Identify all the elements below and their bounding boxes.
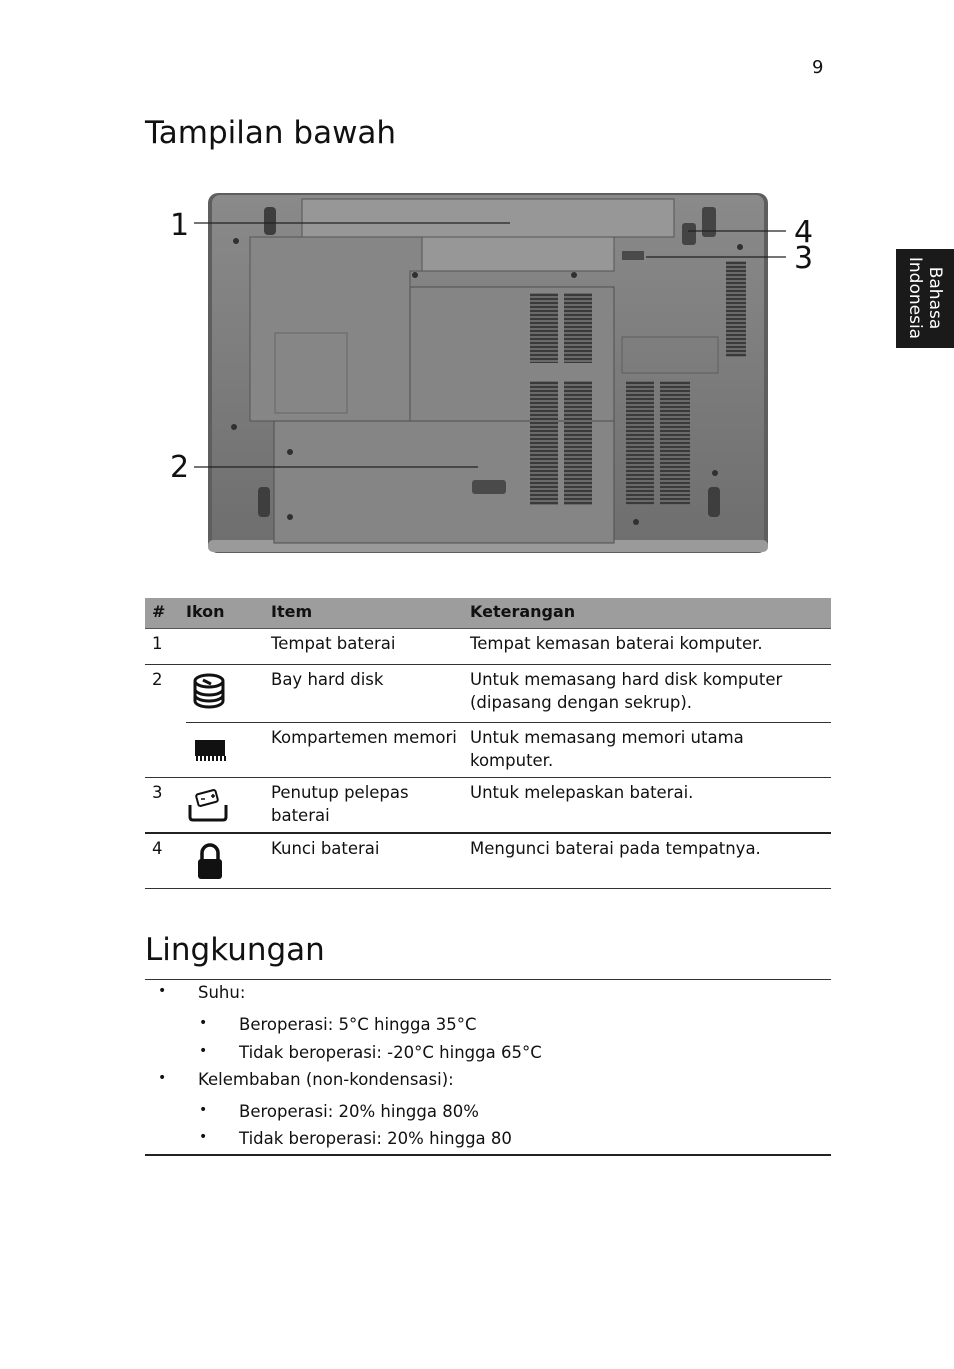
battery-release-icon bbox=[187, 789, 229, 823]
memory-icon bbox=[193, 736, 229, 766]
side-tab-line-2: Indonesia bbox=[905, 256, 925, 340]
table-row bbox=[145, 778, 831, 833]
callout-4: 4 bbox=[794, 215, 814, 250]
row-num: 2 bbox=[145, 665, 186, 723]
list-item: • Beroperasi: 20% hingga 80% bbox=[199, 1102, 479, 1121]
bullet-icon: • bbox=[199, 1102, 208, 1118]
bullet-icon: • bbox=[199, 1129, 208, 1145]
row-desc: Untuk melepaskan baterai. bbox=[470, 778, 831, 833]
laptop-bottom-view-illustration bbox=[160, 185, 820, 565]
list-item: • Tidak beroperasi: 20% hingga 80 bbox=[199, 1129, 512, 1148]
components-table bbox=[145, 598, 831, 889]
bullet-icon: • bbox=[199, 1043, 208, 1059]
table-row bbox=[145, 665, 831, 723]
list-item: • Kelembaban (non-kondensasi): bbox=[158, 1070, 454, 1089]
row-desc: Tempat kemasan baterai komputer. bbox=[470, 634, 763, 653]
header-desc: Keterangan bbox=[470, 598, 831, 629]
divider bbox=[145, 1154, 831, 1156]
row-num: 4 bbox=[145, 833, 186, 889]
bullet-icon: • bbox=[158, 1070, 167, 1086]
row-desc: Untuk memasang hard disk komputer (dipasang dengan sekrup). bbox=[470, 665, 831, 723]
side-tab-line-1: Bahasa bbox=[925, 266, 945, 330]
language-side-tab bbox=[896, 249, 954, 348]
callout-3: 3 bbox=[794, 241, 814, 276]
list-item: • Beroperasi: 5°C hingga 35°C bbox=[199, 1015, 477, 1034]
battery-shape bbox=[302, 199, 674, 237]
hard-disk-icon bbox=[191, 672, 227, 710]
table-row bbox=[145, 723, 831, 778]
bullet-icon: • bbox=[199, 1015, 208, 1031]
row-desc: Untuk memasang memori utama komputer. bbox=[470, 723, 831, 778]
table-row bbox=[145, 629, 831, 665]
header-icon: Ikon bbox=[186, 598, 271, 629]
row-item: Bay hard disk bbox=[271, 665, 470, 723]
bullet-icon: • bbox=[158, 983, 167, 999]
list-item: • Suhu: bbox=[158, 983, 246, 1002]
row-item: Kompartemen memori bbox=[271, 723, 470, 778]
header-item: Item bbox=[271, 598, 470, 629]
page-number: 9 bbox=[812, 57, 824, 78]
row-item: Kunci baterai bbox=[271, 833, 470, 889]
table-row bbox=[145, 833, 831, 889]
table-header-row bbox=[145, 598, 831, 629]
section-title-environment: Lingkungan bbox=[145, 932, 325, 968]
callout-1: 1 bbox=[170, 208, 190, 243]
row-num: 3 bbox=[145, 778, 186, 833]
row-item: Tempat baterai bbox=[271, 634, 396, 653]
divider bbox=[145, 979, 831, 980]
list-item: • Tidak beroperasi: -20°C hingga 65°C bbox=[199, 1043, 542, 1062]
section-title-bottom-view: Tampilan bawah bbox=[145, 115, 397, 151]
header-num: # bbox=[145, 598, 186, 629]
row-desc: Mengunci baterai pada tempatnya. bbox=[470, 833, 831, 889]
row-num: 1 bbox=[152, 634, 163, 653]
row-item: Penutup pelepas baterai bbox=[271, 778, 470, 833]
callout-2: 2 bbox=[170, 450, 190, 485]
lock-icon bbox=[195, 843, 225, 881]
